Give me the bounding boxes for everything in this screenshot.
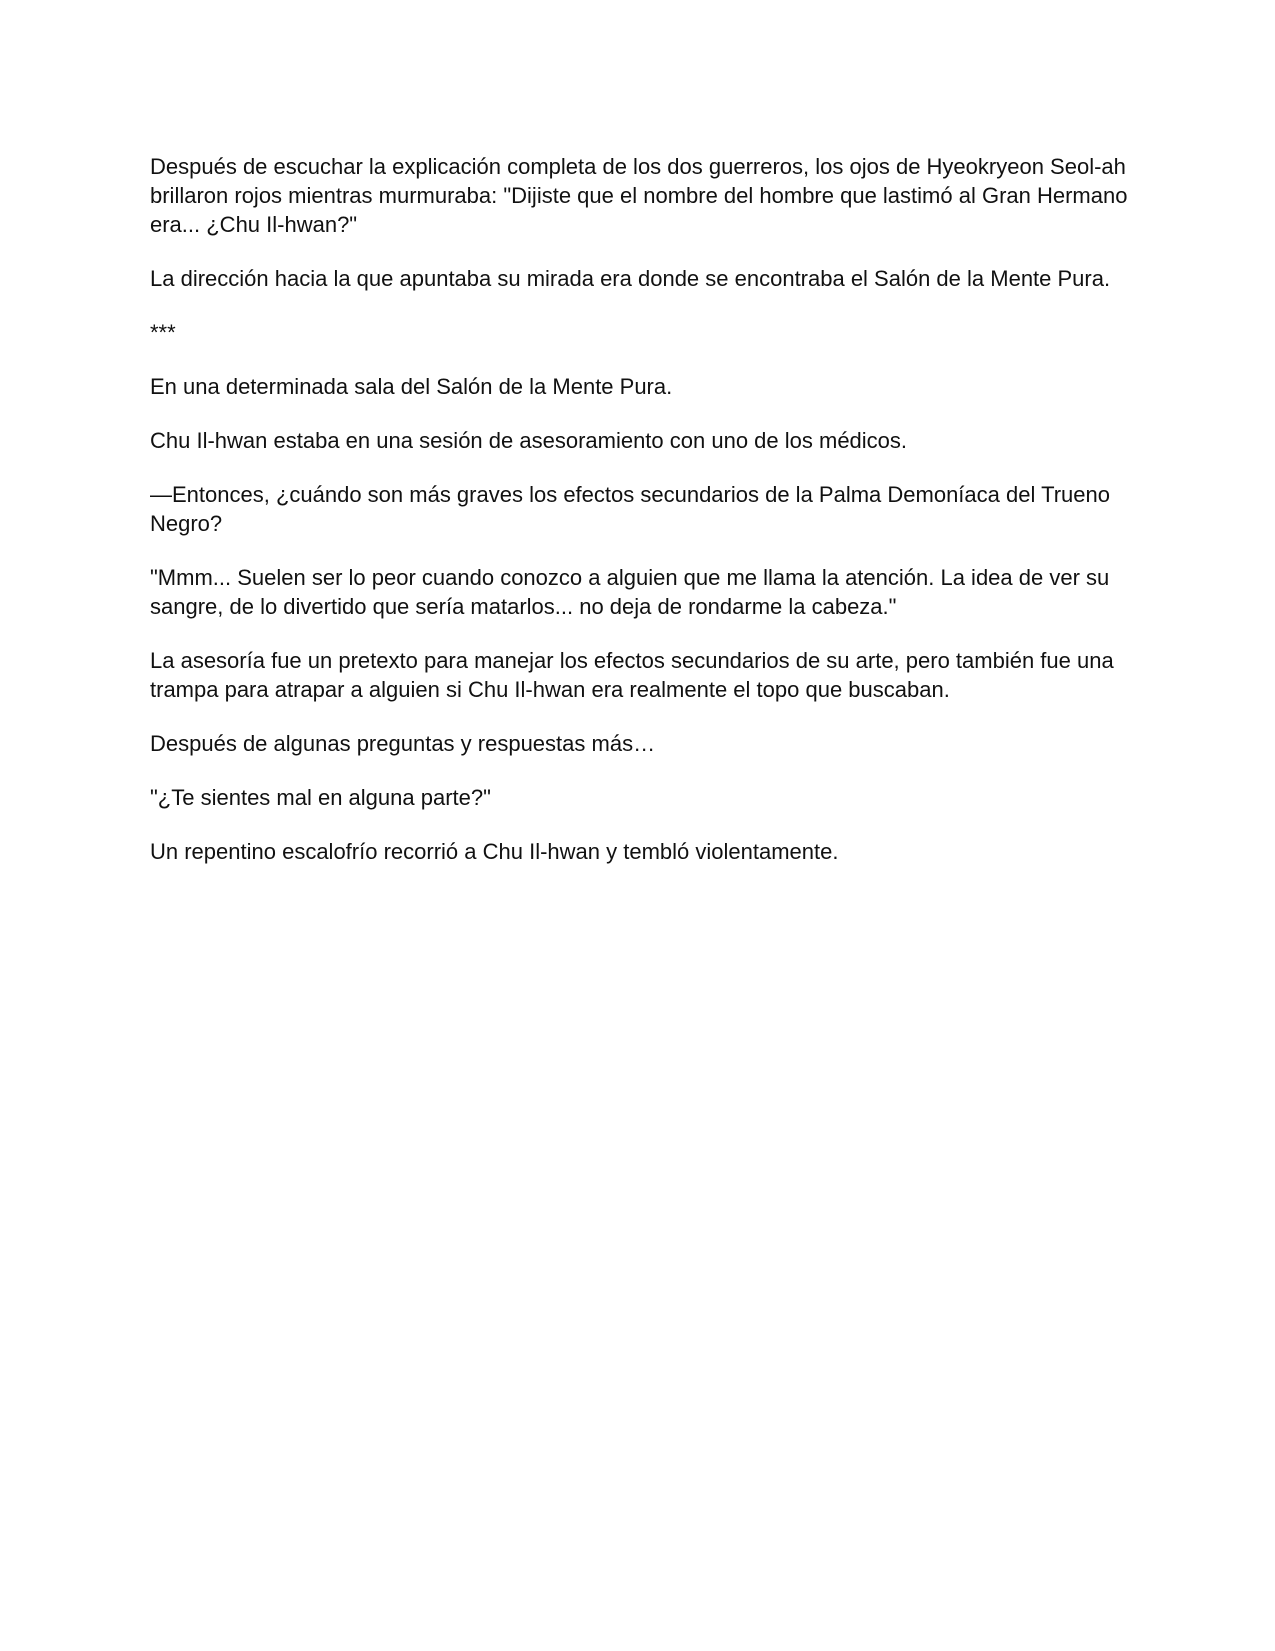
paragraph-5: —Entonces, ¿cuándo son más graves los efectos secundarios de la Palma Demoníaca del Trueno Negro? — [150, 482, 1110, 536]
document-body — [150, 152, 1130, 891]
paragraph-2: La dirección hacia la que apuntaba su mirada era donde se encontraba el Salón de la Mente Pura. — [150, 266, 1111, 291]
scene-break: *** — [150, 320, 176, 345]
paragraph-7: La asesoría fue un pretexto para manejar los efectos secundarios de su arte, pero también fue una trampa para atrapar a alguien si Chu Il-hwan era realmente el topo que buscaban. — [150, 648, 1114, 702]
paragraph-1: Después de escuchar la explicación completa de los dos guerreros, los ojos de Hyeokryeon Seol-ah brillaron rojos mientras murmuraba: "Dijiste que el nombre del hombre que lastimó al Gran Hermano era... ¿Chu Il-hwan?" — [150, 154, 1128, 237]
paragraph-4: Chu Il-hwan estaba en una sesión de asesoramiento con uno de los médicos. — [150, 428, 908, 453]
paragraph-8: Después de algunas preguntas y respuestas más… — [150, 731, 656, 756]
paragraph-9: "¿Te sientes mal en alguna parte?" — [150, 785, 491, 810]
paragraph-3: En una determinada sala del Salón de la Mente Pura. — [150, 374, 673, 399]
paragraph-10: Un repentino escalofrío recorrió a Chu Il-hwan y tembló violentamente. — [150, 839, 839, 864]
paragraph-6: "Mmm... Suelen ser lo peor cuando conozco a alguien que me llama la atención. La idea de ver su sangre, de lo divertido que sería matarlos... no deja de rondarme la cabeza." — [150, 565, 1110, 619]
